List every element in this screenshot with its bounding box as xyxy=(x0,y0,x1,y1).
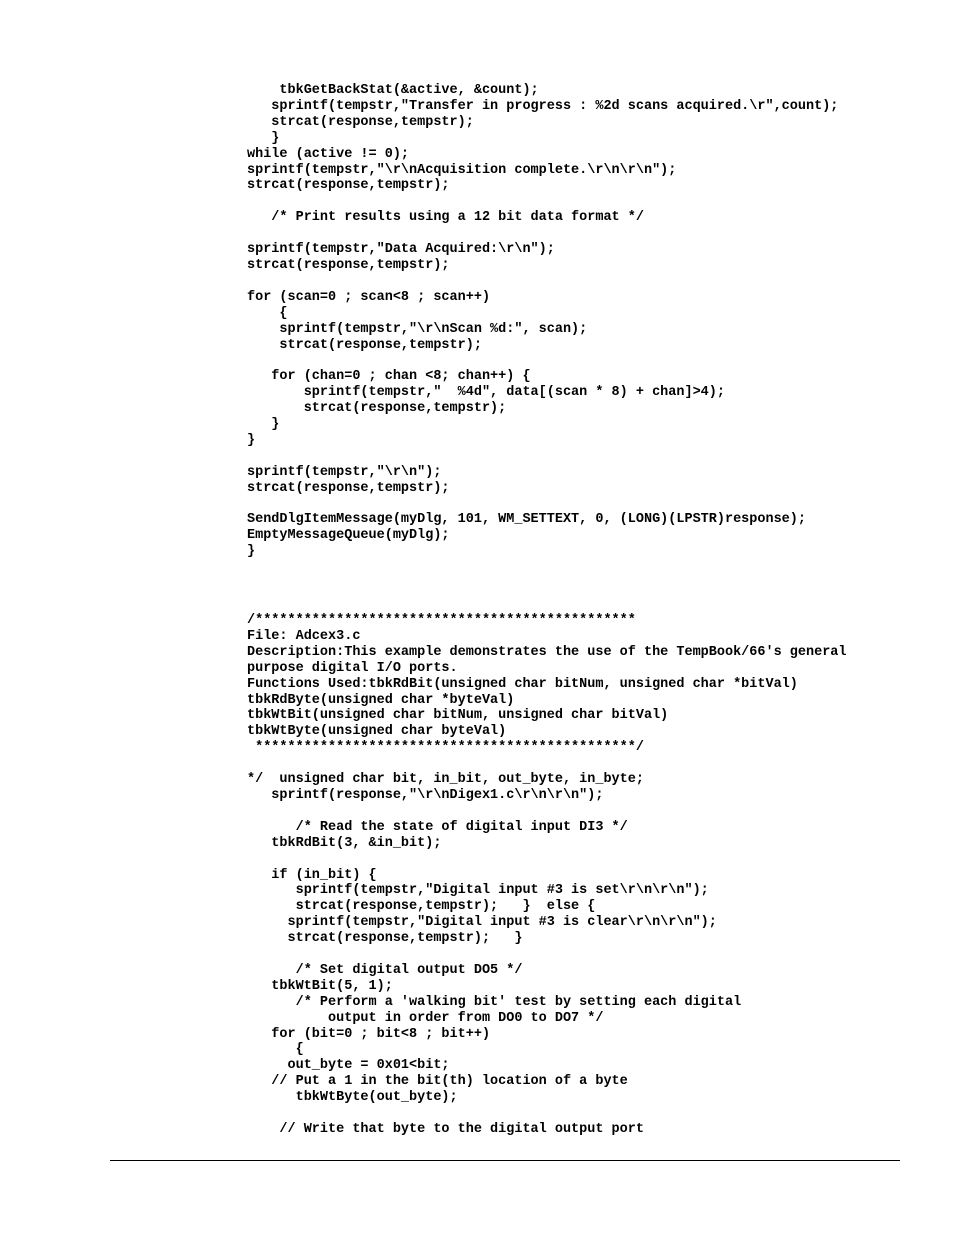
code-line: sprintf(response,"\r\nDigex1.c\r\n\r\n"); xyxy=(247,787,604,803)
code-line: strcat(response,tempstr); xyxy=(247,178,450,194)
code-line: /* Read the state of digital input DI3 */ xyxy=(247,819,628,835)
code-line: sprintf(tempstr,"Transfer in progress : %2d scans acquired.\r",count); xyxy=(247,98,839,114)
code-line: tbkRdBit(3, &in_bit); xyxy=(247,835,442,851)
code-line: } xyxy=(247,432,256,448)
code-line xyxy=(247,804,847,820)
code-line xyxy=(247,226,838,242)
code-line: } xyxy=(247,130,280,146)
code-line xyxy=(247,497,838,513)
code-line: while (active != 0); xyxy=(247,146,410,162)
code-line xyxy=(247,353,838,369)
code-line xyxy=(247,194,838,210)
code-line: strcat(response,tempstr); xyxy=(247,257,450,273)
code-line: if (in_bit) { xyxy=(247,867,377,883)
code-listing-top xyxy=(247,83,838,560)
code-line: { xyxy=(247,1042,304,1058)
code-line: } xyxy=(247,544,256,560)
code-line: purpose digital I/O ports. xyxy=(247,660,458,676)
code-listing-adcex3 xyxy=(247,613,847,1138)
code-line: tbkWtBit(unsigned char bitNum, unsigned char bitVal) xyxy=(247,708,669,724)
code-line: tbkRdByte(unsigned char *byteVal) xyxy=(247,692,515,708)
code-line: /* Set digital output DO5 */ xyxy=(247,962,523,978)
code-line: sprintf(tempstr,"\r\nScan %d:", scan); xyxy=(247,321,588,337)
code-line xyxy=(247,852,847,868)
code-line: strcat(response,tempstr); xyxy=(247,337,482,353)
code-line: strcat(response,tempstr); } else { xyxy=(247,899,596,915)
code-line: strcat(response,tempstr); xyxy=(247,114,474,130)
code-line: for (chan=0 ; chan <8; chan++) { xyxy=(247,369,531,385)
code-line xyxy=(247,1106,847,1122)
code-line: for (scan=0 ; scan<8 ; scan++) xyxy=(247,289,491,305)
code-line: Functions Used:tbkRdBit(unsigned char bitNum, unsigned char *bitVal) xyxy=(247,676,798,692)
code-line: } xyxy=(247,417,280,433)
code-line: tbkWtByte(unsigned char byteVal) xyxy=(247,724,507,740)
code-line xyxy=(247,756,847,772)
code-line: SendDlgItemMessage(myDlg, 101, WM_SETTEXT, 0, (LONG)(LPSTR)response); xyxy=(247,512,806,528)
code-line xyxy=(247,449,838,465)
code-line: for (bit=0 ; bit<8 ; bit++) xyxy=(247,1026,491,1042)
code-line: /*********************************************** xyxy=(247,613,636,628)
code-line: File: Adcex3.c xyxy=(247,628,361,644)
code-line: tbkWtByte(out_byte); xyxy=(247,1090,458,1106)
code-line: sprintf(tempstr," %4d", data[(scan * 8) + chan]>4); xyxy=(247,385,725,401)
code-line: // Write that byte to the digital output port xyxy=(247,1122,644,1137)
code-line: { xyxy=(247,305,288,321)
code-line: sprintf(tempstr,"\r\n"); xyxy=(247,464,442,480)
code-line: output in order from DO0 to DO7 */ xyxy=(247,1010,604,1026)
code-line: /* Perform a 'walking bit' test by setting each digital xyxy=(247,994,742,1010)
code-line: tbkGetBackStat(&active, &count); xyxy=(247,83,539,98)
code-line: strcat(response,tempstr); xyxy=(247,480,450,496)
code-line: tbkWtBit(5, 1); xyxy=(247,978,393,994)
code-line: */ unsigned char bit, in_bit, out_byte, in_byte; xyxy=(247,772,644,788)
code-line: sprintf(tempstr,"\r\nAcquisition complete.\r\n\r\n"); xyxy=(247,162,677,178)
code-line xyxy=(247,947,847,963)
code-line: strcat(response,tempstr); } xyxy=(247,931,523,947)
code-line: sprintf(tempstr,"Digital input #3 is set\r\n\r\n"); xyxy=(247,883,709,899)
code-line: // Put a 1 in the bit(th) location of a byte xyxy=(247,1074,628,1090)
footer-rule xyxy=(110,1160,900,1161)
code-line: ***********************************************/ xyxy=(247,740,644,756)
code-line: EmptyMessageQueue(myDlg); xyxy=(247,528,450,544)
code-line: out_byte = 0x01<bit; xyxy=(247,1058,450,1074)
code-line: sprintf(tempstr,"Digital input #3 is clear\r\n\r\n"); xyxy=(247,915,717,931)
code-line: sprintf(tempstr,"Data Acquired:\r\n"); xyxy=(247,242,555,258)
code-line: /* Print results using a 12 bit data format */ xyxy=(247,210,644,226)
code-line: Description:This example demonstrates the use of the TempBook/66's general xyxy=(247,644,847,660)
code-line: strcat(response,tempstr); xyxy=(247,401,507,417)
code-line xyxy=(247,274,838,290)
